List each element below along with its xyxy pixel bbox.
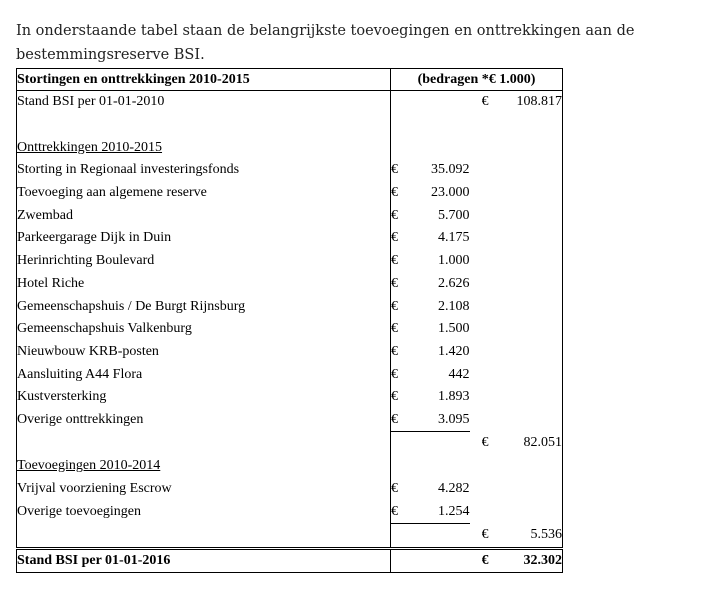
empty-cell	[482, 386, 504, 409]
opening-balance-amount: 108.817	[504, 91, 563, 114]
withdrawal-label: Gemeenschapshuis / De Burgt Rijnsburg	[17, 295, 391, 318]
empty-cell	[482, 250, 504, 273]
empty-cell	[17, 432, 391, 455]
empty-cell	[504, 159, 563, 182]
addition-row	[17, 500, 563, 523]
addition-row	[17, 478, 563, 501]
empty-cell	[482, 114, 504, 137]
withdrawal-amount: 23.000	[431, 185, 470, 201]
withdrawal-row	[17, 341, 563, 364]
empty-cell	[482, 341, 504, 364]
withdrawal-row	[17, 363, 563, 386]
currency-symbol: €	[391, 298, 398, 314]
empty-cell	[413, 548, 470, 573]
empty-cell	[504, 341, 563, 364]
currency-symbol: €	[391, 343, 398, 359]
withdrawal-label: Kustversterking	[17, 386, 391, 409]
withdrawal-row	[17, 159, 563, 182]
withdrawal-amount: 1.893	[438, 389, 470, 405]
empty-cell	[391, 91, 413, 114]
intro-paragraph: In onderstaande tabel staan de belangrijkste toevoegingen en onttrekkingen aan de bestemmingsreserve BSI.	[16, 22, 635, 63]
withdrawal-label: Parkeergarage Dijk in Duin	[17, 227, 391, 250]
withdrawal-row	[17, 204, 563, 227]
empty-cell	[470, 386, 482, 409]
withdrawal-amount: 35.092	[431, 162, 470, 178]
withdrawal-amount: 2.108	[438, 298, 470, 314]
empty-cell	[470, 524, 482, 549]
empty-cell	[504, 500, 563, 523]
withdrawals-heading	[17, 136, 391, 159]
empty-cell	[504, 386, 563, 409]
currency-symbol: €	[391, 366, 398, 382]
empty-cell	[482, 455, 504, 478]
empty-cell	[470, 159, 482, 182]
empty-cell	[17, 114, 391, 137]
empty-cell	[413, 136, 470, 159]
addition-label: Overige toevoegingen	[17, 500, 391, 523]
empty-cell	[504, 204, 563, 227]
empty-cell	[470, 114, 482, 137]
empty-cell	[470, 250, 482, 273]
currency-symbol: €	[391, 275, 398, 291]
withdrawal-row	[17, 182, 563, 205]
empty-cell	[470, 182, 482, 205]
empty-cell	[504, 455, 563, 478]
addition-amount: 4.282	[438, 481, 470, 497]
opening-balance-row	[17, 91, 563, 114]
additions-heading	[17, 455, 391, 478]
currency-symbol: €	[391, 481, 398, 497]
bsi-table	[16, 68, 563, 573]
header-title: Stortingen en onttrekkingen 2010-2015	[17, 69, 391, 91]
withdrawal-amount: 4.175	[438, 230, 470, 246]
empty-cell	[482, 478, 504, 501]
currency-symbol: €	[391, 230, 398, 246]
empty-cell	[482, 363, 504, 386]
empty-cell	[470, 455, 482, 478]
withdrawal-label: Aansluiting A44 Flora	[17, 363, 391, 386]
empty-cell	[470, 204, 482, 227]
withdrawal-label: Storting in Regionaal investeringsfonds	[17, 159, 391, 182]
empty-cell	[504, 409, 563, 432]
closing-balance-amount: 32.302	[504, 548, 563, 573]
opening-balance-label: Stand BSI per 01-01-2010	[17, 91, 391, 114]
currency-symbol: €	[391, 321, 398, 337]
empty-cell	[482, 227, 504, 250]
empty-cell	[17, 524, 391, 549]
empty-cell	[470, 500, 482, 523]
withdrawal-row	[17, 295, 563, 318]
additions-total-amount: 5.536	[504, 524, 563, 549]
currency-symbol: €	[391, 162, 398, 178]
empty-cell	[470, 478, 482, 501]
withdrawal-amount: 1.500	[438, 321, 470, 337]
empty-cell	[504, 227, 563, 250]
withdrawal-amount: 442	[448, 366, 470, 382]
withdrawal-label: Hotel Riche	[17, 273, 391, 296]
withdrawal-row	[17, 386, 563, 409]
withdrawal-row	[17, 250, 563, 273]
empty-cell	[391, 114, 413, 137]
empty-cell	[482, 182, 504, 205]
currency-symbol: €	[391, 185, 398, 201]
empty-cell	[391, 136, 413, 159]
table-header-row	[17, 69, 563, 91]
empty-cell	[504, 136, 563, 159]
empty-cell	[482, 273, 504, 296]
withdrawal-label: Zwembad	[17, 204, 391, 227]
empty-cell	[413, 455, 470, 478]
currency-symbol: €	[481, 94, 489, 110]
empty-cell	[482, 204, 504, 227]
additions-heading-text: Toevoegingen 2010-2014	[17, 458, 161, 474]
empty-cell	[413, 114, 470, 137]
empty-cell	[482, 136, 504, 159]
empty-cell	[391, 548, 413, 573]
empty-cell	[504, 114, 563, 137]
currency-symbol: €	[391, 411, 398, 427]
empty-cell	[413, 432, 470, 455]
empty-cell	[391, 524, 413, 549]
currency-symbol: €	[481, 435, 489, 451]
addition-label: Vrijval voorziening Escrow	[17, 478, 391, 501]
empty-cell	[470, 548, 482, 573]
empty-cell	[391, 432, 413, 455]
empty-cell	[470, 318, 482, 341]
empty-cell	[470, 432, 482, 455]
section-heading-row	[17, 136, 563, 159]
additions-total-row	[17, 524, 563, 549]
withdrawal-amount: 3.095	[438, 411, 470, 427]
empty-cell	[504, 318, 563, 341]
withdrawal-amount: 2.626	[438, 275, 470, 291]
empty-cell	[470, 273, 482, 296]
empty-cell	[391, 455, 413, 478]
empty-cell	[470, 295, 482, 318]
empty-cell	[504, 478, 563, 501]
withdrawal-label: Nieuwbouw KRB-posten	[17, 341, 391, 364]
empty-cell	[504, 250, 563, 273]
withdrawal-amount: 1.420	[438, 343, 470, 359]
empty-cell	[413, 91, 470, 114]
header-amount-unit: (bedragen *€ 1.000)	[391, 69, 563, 91]
withdrawal-row	[17, 227, 563, 250]
withdrawals-total-amount: 82.051	[504, 432, 563, 455]
empty-cell	[470, 91, 482, 114]
empty-cell	[482, 500, 504, 523]
empty-cell	[470, 136, 482, 159]
withdrawal-label: Herinrichting Boulevard	[17, 250, 391, 273]
currency-symbol: €	[391, 207, 398, 223]
currency-symbol: €	[391, 389, 398, 405]
currency-symbol: €	[391, 503, 398, 519]
withdrawal-amount: 5.700	[438, 207, 470, 223]
section-heading-row	[17, 455, 563, 478]
empty-cell	[482, 318, 504, 341]
currency-symbol: €	[391, 253, 398, 269]
empty-cell	[504, 295, 563, 318]
withdrawal-row	[17, 409, 563, 432]
empty-cell	[482, 409, 504, 432]
empty-cell	[504, 363, 563, 386]
withdrawal-row	[17, 273, 563, 296]
empty-cell	[470, 227, 482, 250]
empty-cell	[413, 524, 470, 549]
currency-symbol: €	[481, 527, 489, 543]
currency-symbol: €	[482, 548, 504, 573]
withdrawals-total-row	[17, 432, 563, 455]
empty-cell	[504, 182, 563, 205]
withdrawal-row	[17, 318, 563, 341]
empty-cell	[470, 363, 482, 386]
empty-cell	[482, 295, 504, 318]
empty-cell	[482, 159, 504, 182]
withdrawal-label: Gemeenschapshuis Valkenburg	[17, 318, 391, 341]
spacer-row	[17, 114, 563, 137]
withdrawals-heading-text: Onttrekkingen 2010-2015	[17, 139, 163, 155]
empty-cell	[470, 409, 482, 432]
withdrawal-label: Toevoeging aan algemene reserve	[17, 182, 391, 205]
empty-cell	[470, 341, 482, 364]
addition-amount: 1.254	[438, 503, 470, 519]
empty-cell	[504, 273, 563, 296]
closing-balance-label: Stand BSI per 01-01-2016	[17, 548, 391, 573]
withdrawal-label: Overige onttrekkingen	[17, 409, 391, 432]
withdrawal-amount: 1.000	[438, 253, 470, 269]
closing-balance-row	[17, 548, 563, 573]
